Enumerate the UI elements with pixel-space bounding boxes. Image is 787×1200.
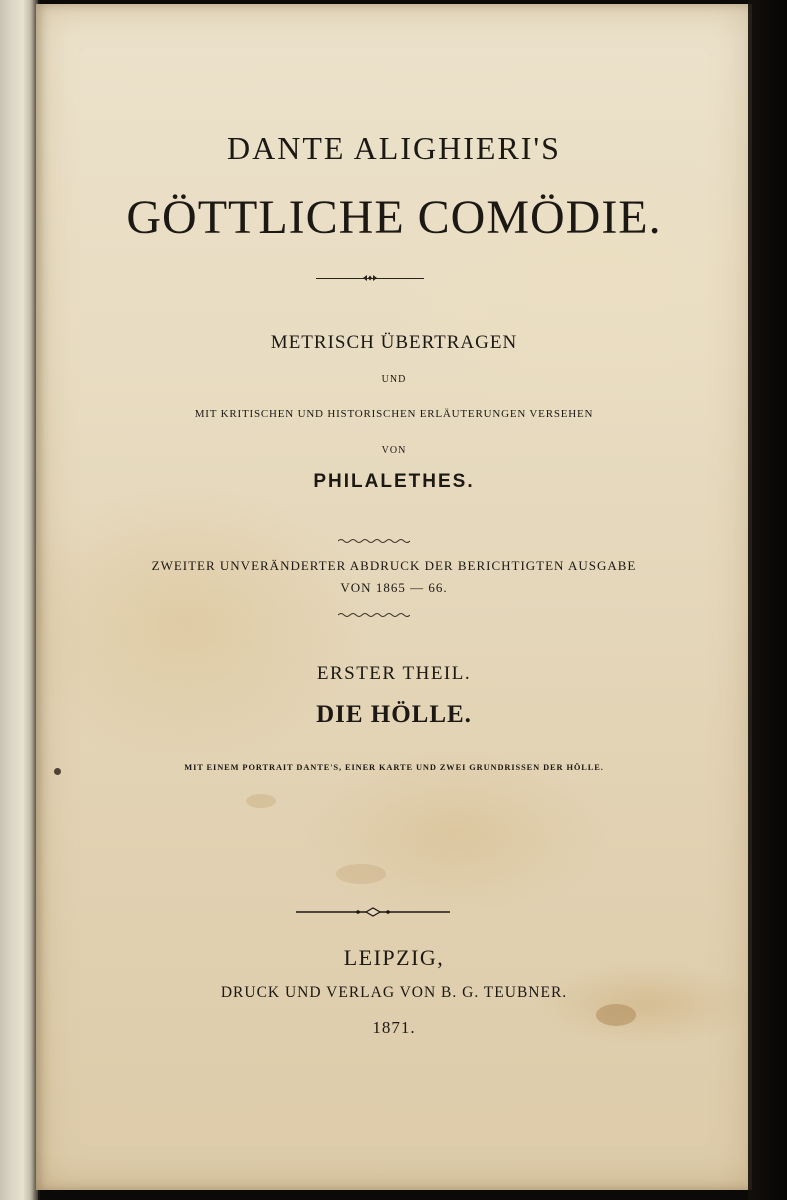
title-page (36, 4, 752, 1190)
subtitle-metrisch: METRISCH ÜBERTRAGEN (270, 332, 518, 353)
ornamental-divider-icon (296, 907, 450, 917)
translator-name: PHILALETHES. (313, 471, 475, 492)
subtitle-und: UND (381, 374, 407, 385)
wavy-rule-icon (338, 612, 410, 618)
part-heading: ERSTER THEIL. (316, 663, 472, 684)
edition-note-line2: VON 1865 — 66. (340, 580, 448, 595)
wavy-rule-icon (338, 538, 410, 544)
subtitle-erlaeuterungen: MIT KRITISCHEN UND HISTORISCHEN ERLÄUTERUNGEN VERSEHEN (194, 408, 594, 420)
part-title: DIE HÖLLE. (316, 701, 472, 728)
publication-city: LEIPZIG, (343, 945, 445, 970)
subtitle-von: VON (381, 445, 407, 456)
ornament-icon (362, 274, 378, 282)
edition-note-line1: ZWEITER UNVERÄNDERTER ABDRUCK DER BERICHTIGTEN AUSGABE (151, 558, 637, 573)
foxing-spot (336, 864, 386, 884)
page-edge-shadow (748, 0, 787, 1200)
publication-year: 1871. (372, 1018, 416, 1037)
illustrations-note: MIT EINEM PORTRAIT DANTE'S, EINER KARTE UND ZWEI GRUNDRISSEN DER HÖLLE. (184, 763, 604, 772)
author-heading: DANTE ALIGHIERI'S (227, 130, 561, 166)
book-title: GÖTTLICHE COMÖDIE. (126, 191, 662, 244)
foxing-spot (246, 794, 276, 808)
publisher-line: DRUCK UND VERLAG VON B. G. TEUBNER. (220, 984, 568, 1001)
